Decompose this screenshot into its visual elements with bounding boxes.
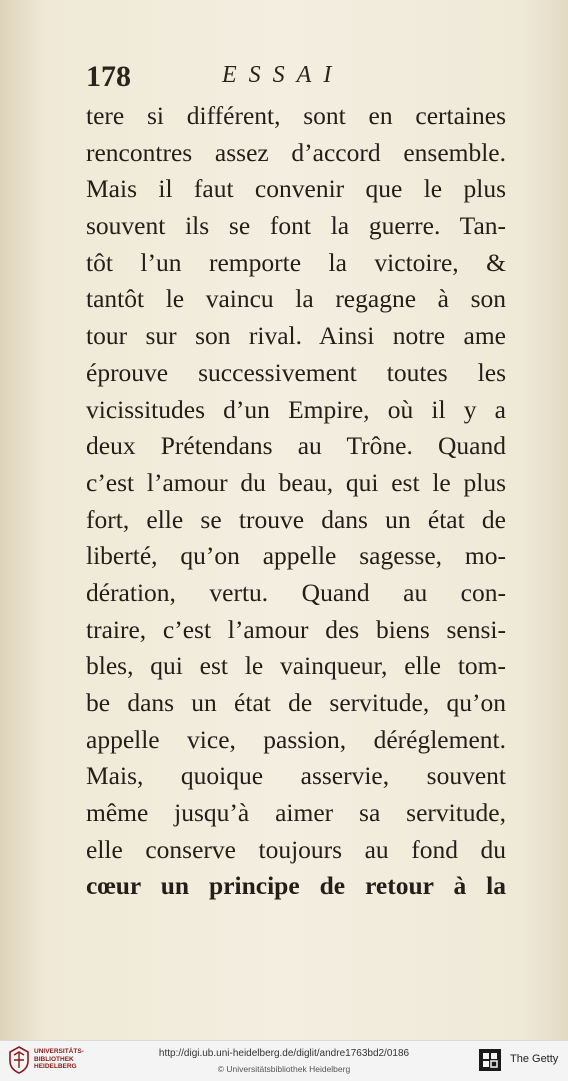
text-line: Mais, quoique asservie, souvent	[86, 761, 506, 791]
text-line: vicissitudes d’un Empire, où il y a	[86, 394, 506, 424]
page-header	[82, 60, 502, 100]
text-line: tôt l’un remporte la victoire, &	[86, 247, 506, 277]
text-line: traire, c’est l’amour des biens sensi-	[86, 614, 506, 644]
text-line: cœur un principe de retour à la	[86, 871, 506, 901]
getty-logo-icon	[478, 1048, 502, 1072]
body-text	[86, 98, 506, 905]
text-line: Mais il faut convenir que le plus	[86, 174, 506, 204]
running-head: ESSAI	[222, 62, 344, 88]
viewer-footer	[0, 1040, 568, 1081]
text-line: liberté, qu’on appelle sagesse, mo-	[86, 541, 506, 571]
text-line: tantôt le vaincu la regagne à son	[86, 284, 506, 314]
text-line: tour sur son rival. Ainsi notre ame	[86, 321, 506, 351]
copyright-notice: © Universitätsbibliothek Heidelberg	[217, 1064, 351, 1074]
text-line: éprouve successivement toutes les	[86, 357, 506, 387]
page-number: 178	[86, 60, 131, 93]
text-line: c’est l’amour du beau, qui est le plus	[86, 467, 506, 497]
partner-name: The Getty	[510, 1053, 559, 1065]
text-line: appelle vice, passion, déréglement.	[86, 724, 506, 754]
text-line: dération, vertu. Quand au con-	[86, 577, 506, 607]
text-line: be dans un état de servitude, qu’on	[86, 688, 506, 717]
permalink-url[interactable]: http://digi.ub.uni-heidelberg.de/diglit/andre1763bd2/0186	[158, 1048, 410, 1059]
text-line: même jusqu’à aimer sa servitude,	[86, 798, 506, 828]
text-line: elle conserve toujours au fond du	[86, 834, 506, 864]
university-name: UNIVERSITÄTS- BIBLIOTHEK HEIDELBERG	[34, 1048, 84, 1070]
text-line: fort, elle se trouve dans un état de	[86, 504, 506, 534]
text-line: tere si différent, sont en certaines	[86, 101, 506, 130]
text-line: bles, qui est le vainqueur, elle tom-	[86, 651, 506, 681]
text-line: souvent ils se font la guerre. Tan-	[86, 211, 506, 241]
text-line: deux Prétendans au Trône. Quand	[86, 431, 506, 461]
text-line: rencontres assez d’accord ensemble.	[86, 137, 506, 167]
